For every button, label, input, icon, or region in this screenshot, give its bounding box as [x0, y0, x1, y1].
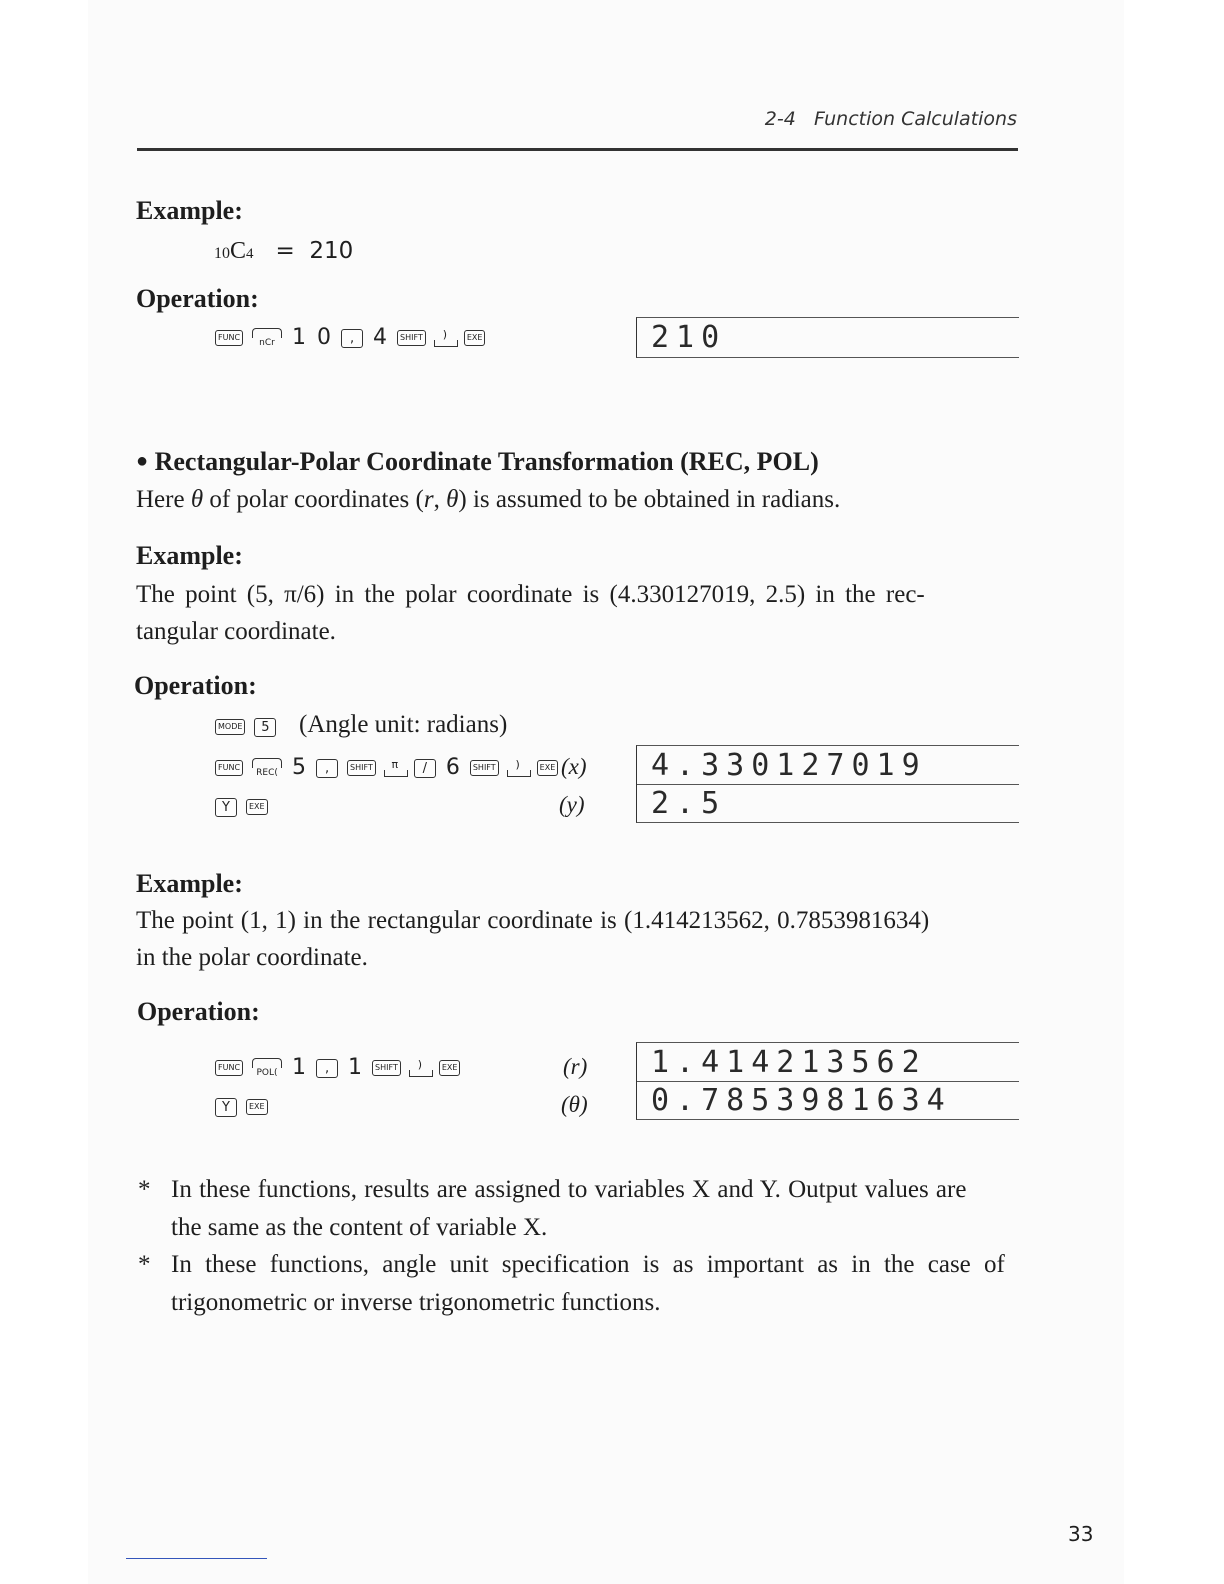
- example3-key-sequence: [214, 1055, 461, 1080]
- example3-text-line2: in the polar coordinate.: [136, 944, 368, 971]
- example3-heading: Example:: [136, 869, 243, 898]
- shift-key[interactable]: SHIFT: [470, 760, 499, 776]
- formula-c: C: [230, 238, 247, 264]
- example3-display-theta: [636, 1081, 1019, 1120]
- formula-pre: 10: [214, 245, 230, 262]
- exe-key[interactable]: EXE: [537, 760, 559, 776]
- pol-key[interactable]: POL(: [252, 1058, 282, 1078]
- shift-key[interactable]: SHIFT: [347, 760, 376, 776]
- ncr-key[interactable]: nCr: [252, 328, 282, 348]
- example3-display-r: [636, 1042, 1019, 1082]
- example2-y-sequence: [214, 794, 269, 819]
- example3-y-sequence: [214, 1094, 269, 1119]
- example2-text-line1: The point (5, π/6) in the polar coordinate is (4.330127019, 2.5) in the rec-: [136, 581, 925, 608]
- display-value: 0.7853981634: [651, 1083, 952, 1118]
- close-paren-key[interactable]: ): [507, 760, 529, 777]
- digit-key[interactable]: 1: [348, 1055, 363, 1080]
- note-line: the same as the content of variable X.: [171, 1214, 548, 1241]
- scan-margin: [0, 0, 88, 1584]
- comma-key[interactable]: ,: [316, 759, 338, 778]
- running-header: [765, 108, 1017, 130]
- example1-formula: [214, 238, 353, 265]
- display-value: 210: [651, 320, 727, 355]
- example3-operation-heading: Operation:: [137, 997, 260, 1026]
- func-key[interactable]: FUNC: [215, 330, 243, 346]
- bullet-icon: ●: [136, 450, 149, 472]
- theta-label: (θ): [561, 1092, 588, 1117]
- header-rule: [137, 148, 1018, 151]
- shift-key[interactable]: SHIFT: [397, 330, 426, 346]
- r-label: (r): [563, 1054, 588, 1079]
- shift-key[interactable]: SHIFT: [372, 1060, 401, 1076]
- example2-key-sequence: [214, 755, 559, 780]
- exe-key[interactable]: EXE: [464, 330, 486, 346]
- digit-five-key[interactable]: 5: [254, 718, 276, 737]
- bottom-rule: [126, 1558, 267, 1559]
- pi-key[interactable]: π: [384, 760, 406, 777]
- formula-result: 210: [309, 238, 354, 264]
- example2-text-line2: tangular coordinate.: [136, 618, 336, 645]
- func-key[interactable]: FUNC: [215, 1060, 243, 1076]
- example1-operation-heading: Operation:: [136, 284, 259, 313]
- digit-key[interactable]: 6: [445, 755, 460, 780]
- section-intro: Here θ of polar coordinates (r, θ) is assumed to be obtained in radians.: [136, 486, 841, 513]
- digit-key[interactable]: 1: [292, 325, 307, 350]
- note-mark: *: [138, 1251, 151, 1278]
- note-line: In these functions, angle unit specification is as important as in the case of: [171, 1251, 1005, 1278]
- example2-heading: Example:: [136, 541, 243, 570]
- page-number: 33: [1068, 1522, 1094, 1546]
- comma-key[interactable]: ,: [316, 1059, 338, 1078]
- rec-key[interactable]: REC(: [252, 758, 282, 778]
- display-value: 1.414213562: [651, 1045, 927, 1080]
- digit-key[interactable]: 4: [373, 325, 388, 350]
- exe-key[interactable]: EXE: [246, 1099, 268, 1115]
- digit-key[interactable]: 0: [317, 325, 332, 350]
- close-paren-key[interactable]: ): [434, 330, 456, 347]
- section-title: Function Calculations: [813, 108, 1017, 130]
- example1-heading: Example:: [136, 196, 243, 225]
- y-key[interactable]: Y: [215, 798, 237, 817]
- formula-equals: =: [275, 238, 295, 264]
- exe-key[interactable]: EXE: [246, 799, 268, 815]
- digit-key[interactable]: 5: [292, 755, 307, 780]
- note-mark: *: [138, 1176, 151, 1203]
- x-label: (x): [561, 754, 587, 779]
- display-value: 2.5: [651, 786, 727, 821]
- func-key[interactable]: FUNC: [215, 760, 243, 776]
- example1-display: [636, 317, 1019, 358]
- exe-key[interactable]: EXE: [439, 1060, 461, 1076]
- mode-key[interactable]: MODE: [215, 719, 245, 735]
- comma-key[interactable]: ,: [341, 329, 363, 348]
- example2-operation-heading: Operation:: [134, 671, 257, 700]
- divide-key[interactable]: /: [414, 759, 436, 778]
- close-paren-key[interactable]: ): [409, 1060, 431, 1077]
- mode-key-sequence: [214, 714, 277, 739]
- y-label: (y): [559, 792, 585, 817]
- section-heading: [136, 447, 819, 477]
- example3-text-line1: The point (1, 1) in the rectangular coordinate is (1.414213562, 0.7853981634): [136, 907, 930, 934]
- example1-key-sequence: [214, 325, 486, 350]
- section-number: 2-4: [764, 108, 796, 130]
- y-key[interactable]: Y: [215, 1098, 237, 1117]
- note-line: trigonometric or inverse trigonometric functions.: [171, 1289, 661, 1316]
- example2-display-y: [636, 784, 1019, 823]
- section-heading-text: Rectangular-Polar Coordinate Transformation (REC, POL): [154, 447, 819, 476]
- angle-unit-note: (Angle unit: radians): [299, 711, 508, 738]
- example2-display-x: [636, 745, 1019, 785]
- digit-key[interactable]: 1: [292, 1055, 307, 1080]
- note-line: In these functions, results are assigned to variables X and Y. Output values are: [171, 1176, 967, 1203]
- display-value: 4.330127019: [651, 748, 927, 783]
- formula-sub: 4: [246, 246, 254, 262]
